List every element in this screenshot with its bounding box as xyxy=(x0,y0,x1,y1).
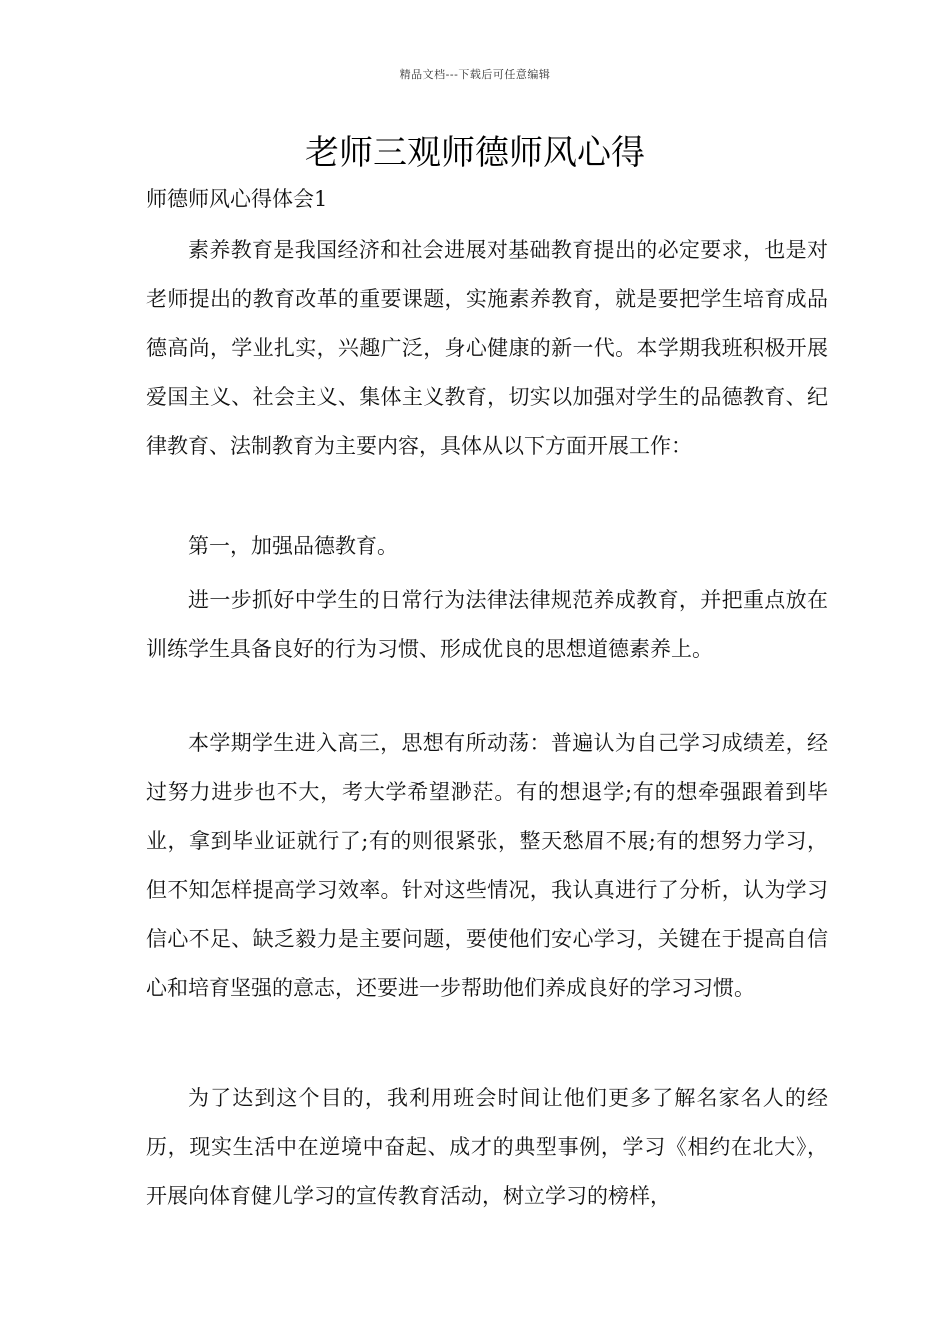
paragraph-1: 素养教育是我国经济和社会进展对基础教育提出的必定要求，也是对老师提出的教育改革的重要课题，实施素养教育，就是要把学生培育成品德高尚，学业扎实，兴趣广泛，身心健康的新一代。本学期我班积极开展爱国主义、社会主义、集体主义教育，切实以加强对学生的品德教育、纪律教育、法制教育为主要内容，具体从以下方面开展工作： xyxy=(146,238,828,458)
document-subtitle: 师德师风心得体会1 xyxy=(146,187,328,211)
header-note: 精品文档---下载后可任意编辑 xyxy=(399,68,551,81)
paragraph-5: 为了达到这个目的，我利用班会时间让他们更多了解名家名人的经历，现实生活中在逆境中奋起、成才的典型事例，学习《相约在北大》，开展向体育健儿学习的宣传教育活动，树立学习的榜样， xyxy=(146,1086,828,1208)
paragraph-3: 进一步抓好中学生的日常行为法律法律规范养成教育，并把重点放在训练学生具备良好的行为习惯、形成优良的思想道德素养上。 xyxy=(146,588,828,661)
paragraph-2: 第一，加强品德教育。 xyxy=(188,534,398,558)
document-title: 老师三观师德师风心得 xyxy=(305,133,645,173)
paragraph-4: 本学期学生进入高三，思想有所动荡：普遍认为自己学习成绩差，经过努力进步也不大，考大学希望渺茫。有的想退学;有的想牵强跟着到毕业，拿到毕业证就行了;有的则很紧张，整天愁眉不展;有的想努力学习，但不知怎样提高学习效率。针对这些情况，我认真进行了分析，认为学习信心不足、缺乏毅力是主要问题，要使他们安心学习，关键在于提高自信心和培育坚强的意志，还要进一步帮助他们养成良好的学习习惯。 xyxy=(146,731,828,1000)
